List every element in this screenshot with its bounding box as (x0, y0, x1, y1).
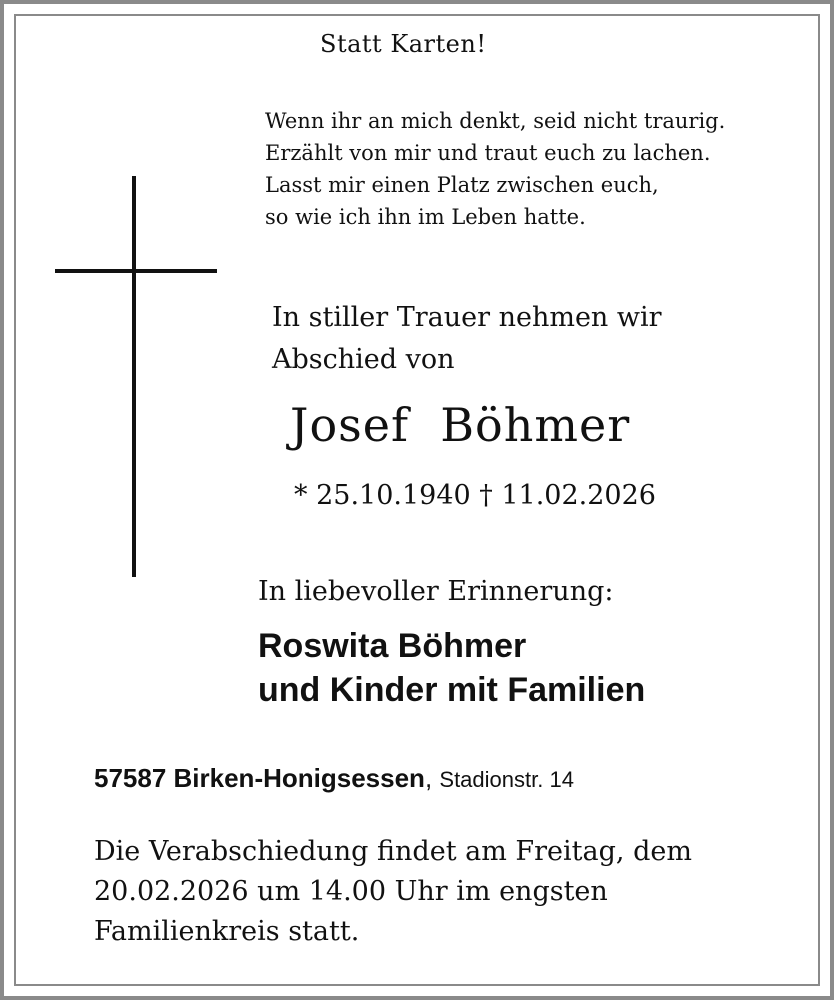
mourning-intro (272, 297, 662, 381)
poem-line: so wie ich ihn im Leben hatte. (265, 205, 586, 229)
address-city: 57587 Birken-Honigsessen (94, 763, 425, 793)
poem-line: Erzählt von mir und traut euch zu lachen. (265, 141, 711, 165)
intro-line: In stiller Trauer nehmen wir (272, 302, 662, 333)
family-line: Roswita Böhmer (258, 627, 527, 665)
poem (265, 105, 725, 233)
cross-horizontal-bar (55, 269, 217, 273)
notice-heading: Statt Karten! (320, 30, 487, 58)
address-street: Stadionstr. 14 (439, 767, 574, 792)
farewell-line: 20.02.2026 um 14.00 Uhr im engsten (94, 876, 608, 907)
intro-line: Abschied von (272, 344, 455, 375)
cross-vertical-bar (132, 176, 136, 577)
poem-line: Wenn ihr an mich denkt, seid nicht traurig. (265, 109, 726, 133)
deceased-name: Josef Böhmer (290, 398, 631, 452)
farewell-line: Familienkreis statt. (94, 916, 360, 947)
address-separator: , (424, 763, 440, 793)
memory-line: In liebevoller Erinnerung: (258, 576, 614, 607)
life-dates: * 25.10.1940 † 11.02.2026 (294, 480, 656, 511)
family-signature (258, 624, 645, 712)
family-address (94, 763, 574, 794)
family-line: und Kinder mit Familien (258, 671, 646, 709)
farewell-info (94, 832, 692, 952)
farewell-line: Die Verabschiedung findet am Freitag, dem (94, 836, 692, 867)
poem-line: Lasst mir einen Platz zwischen euch, (265, 173, 659, 197)
